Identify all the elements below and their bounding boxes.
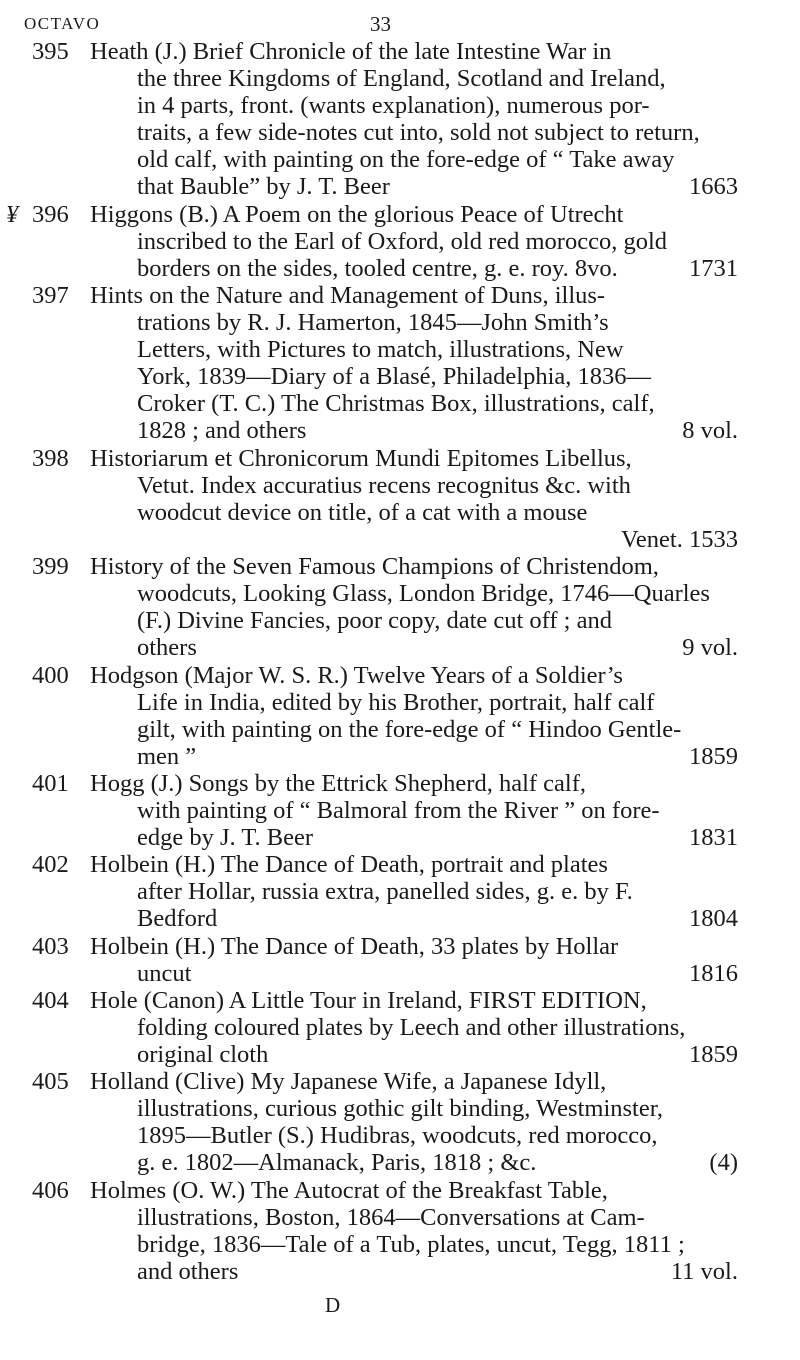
line-text: Holmes (O. W.) The Autocrat of the Breakfast Table,	[90, 1176, 608, 1204]
description-line	[90, 607, 738, 634]
line-text: woodcut device on title, of a cat with a mouse	[137, 498, 588, 526]
description-line	[90, 1177, 738, 1204]
description-line	[90, 743, 738, 770]
line-text: Holbein (H.) The Dance of Death, 33 plates by Hollar	[90, 932, 619, 960]
line-date: 1731	[689, 254, 738, 282]
line-text: Hints on the Nature and Management of Duns, illus-	[90, 281, 606, 309]
line-text: Historiarum et Chronicorum Mundi Epitomes Libellus,	[90, 444, 632, 472]
description-line	[90, 716, 738, 743]
line-text: Hole (Canon) A Little Tour in Ireland, FIRST EDITION,	[90, 986, 647, 1014]
line-text: the three Kingdoms of England, Scotland and Ireland,	[137, 65, 666, 93]
line-text: 1895—Butler (S.) Hudibras, woodcuts, red morocco,	[137, 1122, 658, 1150]
description-line	[90, 65, 738, 92]
line-text: Higgons (B.) A Poem on the glorious Peace of Utrecht	[90, 200, 624, 228]
description-line	[90, 878, 738, 905]
description-line	[90, 255, 738, 282]
lot-description	[90, 282, 738, 445]
description-line	[90, 1258, 738, 1285]
line-text: traits, a few side-notes cut into, sold not subject to return,	[137, 119, 700, 147]
description-line	[90, 228, 738, 255]
line-text: inscribed to the Earl of Oxford, old red morocco, gold	[137, 227, 668, 255]
lot-description	[90, 770, 738, 851]
line-text: with painting of “ Balmoral from the River ” on fore-	[137, 797, 660, 825]
line-text: others	[137, 634, 197, 662]
description-line	[90, 1231, 738, 1258]
lot-description	[90, 201, 738, 282]
line-text: uncut	[137, 959, 192, 987]
lot-description	[90, 1177, 738, 1285]
description-line	[90, 417, 738, 444]
line-text: original cloth	[137, 1040, 269, 1068]
line-date: (4)	[709, 1149, 738, 1177]
description-line	[90, 960, 738, 987]
lot-number: 403	[32, 932, 69, 960]
line-text: old calf, with painting on the fore-edge of “ Take away	[137, 146, 675, 174]
description-line	[90, 1041, 738, 1068]
running-head: OCTAVO	[24, 14, 101, 33]
line-text: and others	[137, 1257, 239, 1285]
lot-description	[90, 987, 738, 1068]
description-line	[90, 824, 738, 851]
lot-number: 396	[32, 200, 69, 228]
line-text: Vetut. Index accuratius recens recognitus &c. with	[137, 471, 631, 499]
lot-number: 397	[32, 281, 69, 309]
page-number: 33	[370, 12, 391, 36]
description-line	[90, 553, 738, 580]
description-line	[90, 92, 738, 119]
description-line	[90, 662, 738, 689]
line-text: Hogg (J.) Songs by the Ettrick Shepherd, half calf,	[90, 769, 587, 797]
margin-mark: ¥	[6, 200, 19, 228]
lot-number: 405	[32, 1068, 69, 1096]
line-text: Holbein (H.) The Dance of Death, portrait and plates	[90, 851, 608, 879]
lot-description	[90, 851, 738, 932]
line-text: woodcuts, Looking Glass, London Bridge, 1746—Quarles	[137, 580, 710, 608]
line-text: Croker (T. C.) The Christmas Box, illustrations, calf,	[137, 390, 655, 418]
description-line	[90, 905, 738, 932]
description-line	[90, 797, 738, 824]
description-line	[90, 1095, 738, 1122]
line-date: 1859	[689, 1040, 738, 1068]
lot-number: 399	[32, 553, 69, 581]
line-text: York, 1839—Diary of a Blasé, Philadelphia, 1836—	[137, 363, 651, 391]
line-date: 1804	[689, 905, 738, 933]
lot-number: 404	[32, 986, 69, 1014]
description-line	[90, 580, 738, 607]
description-line	[90, 309, 738, 336]
line-date: 9 vol.	[682, 634, 738, 662]
line-date: 1816	[689, 959, 738, 987]
description-line	[90, 1149, 738, 1176]
line-text: folding coloured plates by Leech and other illustrations,	[137, 1013, 686, 1041]
description-line	[90, 201, 738, 228]
line-text: Heath (J.) Brief Chronicle of the late Intestine War in	[90, 38, 612, 65]
line-text: Holland (Clive) My Japanese Wife, a Japanese Idyll,	[90, 1068, 607, 1096]
lot-number: 398	[32, 444, 69, 472]
line-text: that Bauble” by J. T. Beer	[137, 173, 390, 201]
line-text: edge by J. T. Beer	[137, 824, 313, 852]
line-text: bridge, 1836—Tale of a Tub, plates, uncut, Tegg, 1811 ;	[137, 1230, 685, 1258]
description-line	[90, 1122, 738, 1149]
description-line	[90, 282, 738, 309]
description-line	[90, 336, 738, 363]
line-text: borders on the sides, tooled centre, g. e. roy. 8vo.	[137, 254, 618, 282]
description-line	[90, 1068, 738, 1095]
line-text: (F.) Divine Fancies, poor copy, date cut off ; and	[137, 607, 612, 635]
line-text: gilt, with painting on the fore-edge of “ Hindoo Gentle-	[137, 715, 682, 743]
description-line	[90, 390, 738, 417]
line-text: g. e. 1802—Almanack, Paris, 1818 ; &c.	[137, 1149, 537, 1177]
lot-number: 395	[32, 38, 69, 65]
description-line	[90, 146, 738, 173]
description-line	[90, 472, 738, 499]
description-line	[90, 38, 738, 65]
line-text: History of the Seven Famous Champions of Christendom,	[90, 553, 659, 581]
description-line	[90, 173, 738, 200]
line-text: Letters, with Pictures to match, illustrations, New	[137, 336, 624, 364]
lot-number: 402	[32, 851, 69, 879]
lot-number: 401	[32, 769, 69, 797]
line-date: 1831	[689, 824, 738, 852]
description-line	[90, 987, 738, 1014]
description-line	[90, 1204, 738, 1231]
line-text: trations by R. J. Hamerton, 1845—John Smith’s	[137, 309, 609, 337]
description-line	[90, 689, 738, 716]
lot-description	[90, 662, 738, 770]
line-text: in 4 parts, front. (wants explanation), numerous por-	[137, 92, 650, 120]
description-line	[90, 770, 738, 797]
line-date: 1859	[689, 742, 738, 770]
description-line	[90, 445, 738, 472]
line-text: men ”	[137, 742, 197, 770]
line-text: illustrations, Boston, 1864—Conversations at Cam-	[137, 1203, 645, 1231]
lot-description	[90, 1068, 738, 1176]
line-date: Venet. 1533	[620, 525, 738, 553]
description-line	[90, 1014, 738, 1041]
signature-mark: D	[325, 1293, 341, 1317]
line-text: illustrations, curious gothic gilt binding, Westminster,	[137, 1095, 664, 1123]
description-line	[90, 634, 738, 661]
line-text: Bedford	[137, 905, 218, 933]
description-line	[90, 363, 738, 390]
description-line	[90, 933, 738, 960]
lot-description	[90, 38, 738, 201]
description-line	[90, 851, 738, 878]
description-line	[90, 119, 738, 146]
line-text: 1828 ; and others	[137, 417, 307, 445]
line-date: 11 vol.	[670, 1257, 738, 1285]
line-text: Hodgson (Major W. S. R.) Twelve Years of a Soldier’s	[90, 661, 623, 689]
description-line	[90, 526, 738, 553]
lot-description	[90, 445, 738, 553]
lot-description	[90, 553, 738, 661]
lot-description	[90, 933, 738, 987]
line-date: 1663	[689, 173, 738, 201]
line-text: Life in India, edited by his Brother, portrait, half calf	[137, 688, 655, 716]
description-line	[90, 499, 738, 526]
line-date: 8 vol.	[682, 417, 738, 445]
lot-number: 406	[32, 1176, 69, 1204]
lot-number: 400	[32, 661, 69, 689]
line-text: after Hollar, russia extra, panelled sides, g. e. by F.	[137, 878, 633, 906]
